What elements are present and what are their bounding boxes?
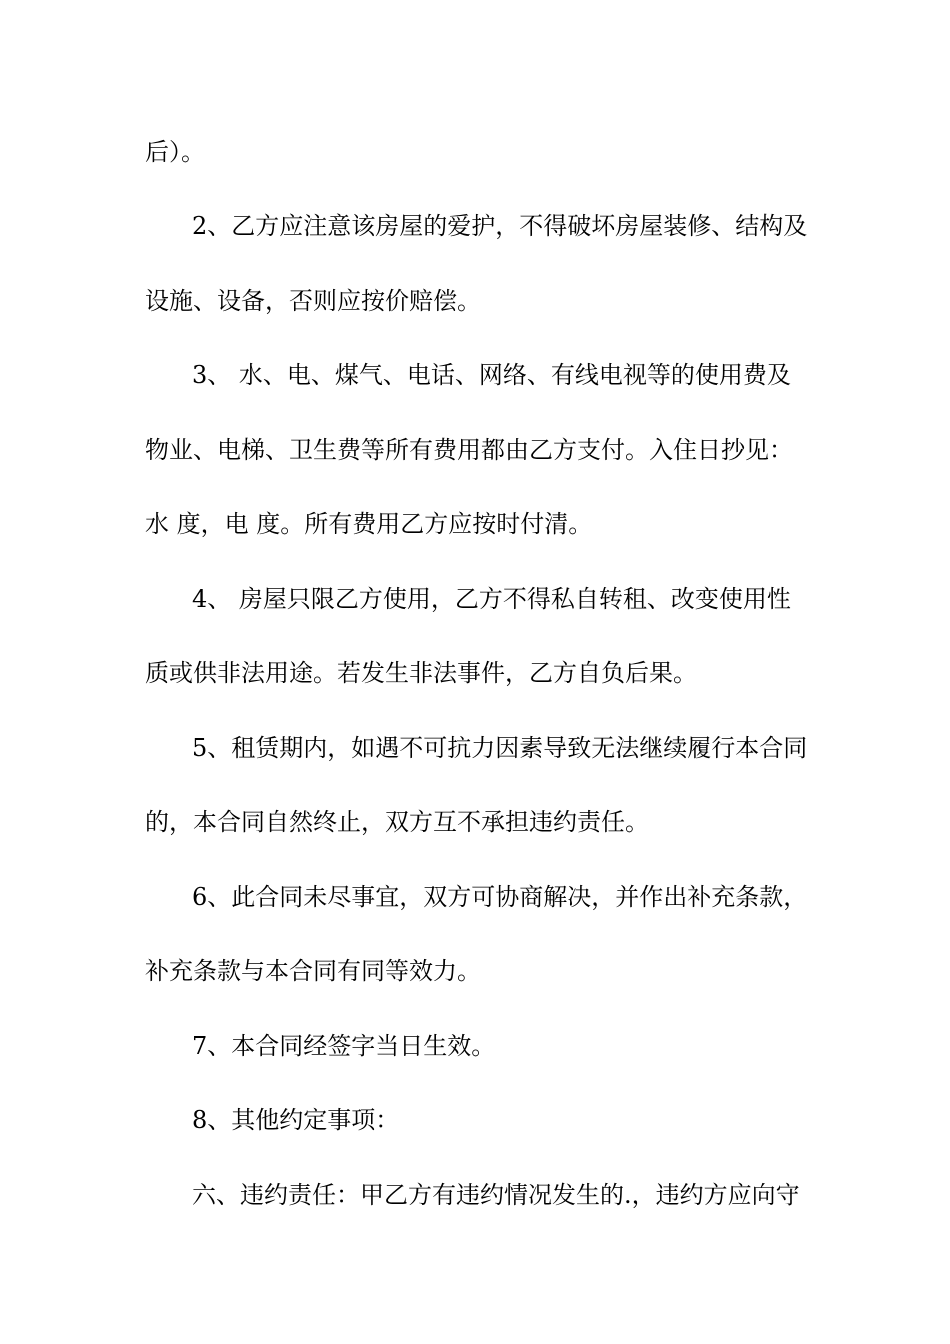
- text-line-continuation: 后）。: [145, 138, 205, 166]
- clause-6-line-2: 补充条款与本合同有同等效力。: [145, 957, 481, 985]
- clause-3-line-1: 3、 水、电、煤气、电话、网络、有线电视等的使用费及: [192, 361, 791, 389]
- clause-4-line-2: 质或供非法用途。若发生非法事件，乙方自负后果。: [145, 659, 697, 687]
- clause-3-line-2: 物业、电梯、卫生费等所有费用都由乙方支付。入住日抄见：: [145, 436, 793, 464]
- clause-6-line-1: 6、此合同未尽事宜，双方可协商解决，并作出补充条款，: [192, 883, 808, 911]
- clause-7-line: 7、本合同经签字当日生效。: [192, 1032, 496, 1060]
- clause-3-line-3: 水 度，电 度。所有费用乙方应按时付清。: [145, 510, 593, 538]
- clause-2-line-1: 2、乙方应注意该房屋的爱护，不得破坏房屋装修、结构及: [192, 212, 808, 240]
- clause-5-line-1: 5、租赁期内，如遇不可抗力因素导致无法继续履行本合同: [192, 734, 808, 762]
- clause-5-line-2: 的，本合同自然终止，双方互不承担违约责任。: [145, 808, 649, 836]
- clause-2-line-2: 设施、设备，否则应按价赔偿。: [145, 287, 481, 315]
- clause-4-line-1: 4、 房屋只限乙方使用，乙方不得私自转租、改变使用性: [192, 585, 791, 613]
- clause-8-line: 8、其他约定事项：: [192, 1106, 400, 1134]
- section-6-line-1: 六、违约责任：甲乙方有违约情况发生的.，违约方应向守: [192, 1181, 800, 1209]
